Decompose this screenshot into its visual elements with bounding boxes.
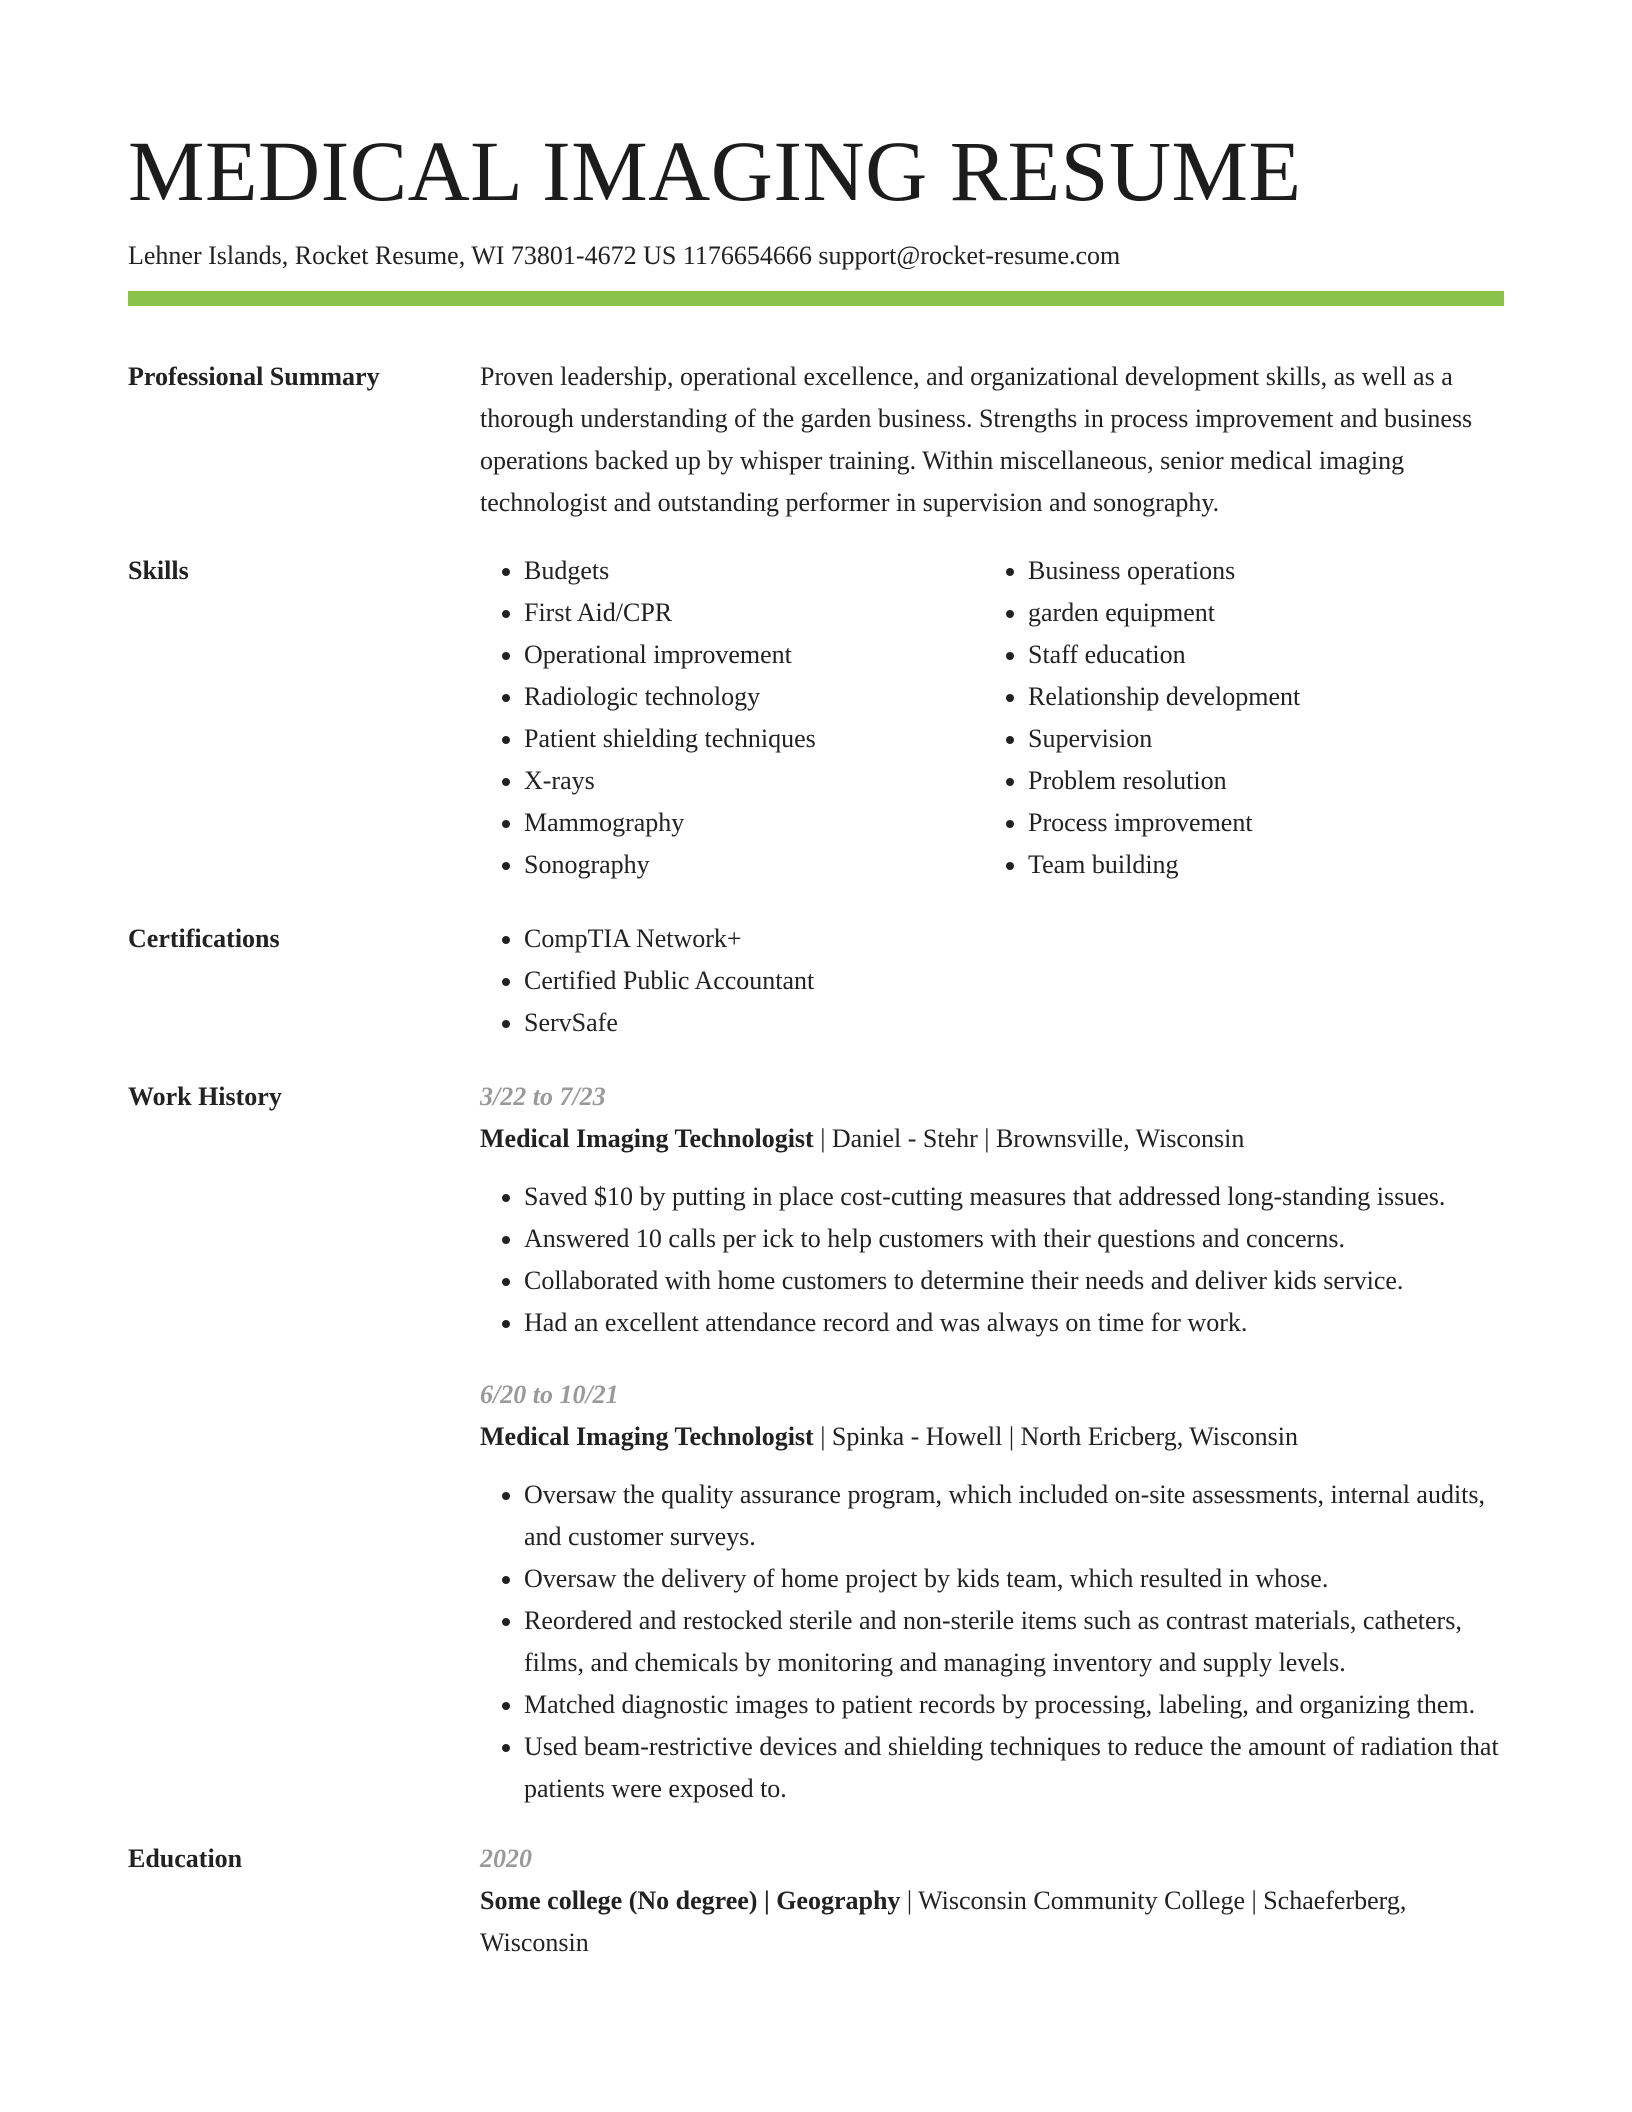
summary-text: Proven leadership, operational excellence, and organizational development skills, as well as a thorough understanding of the garden business. Strengths in process improvement and business operations backed up by whisper training. Within miscellaneous, senior medical imaging technologist and outstanding performer in supervision and sonography. xyxy=(480,362,1473,518)
job-title: Medical Imaging Technologist xyxy=(480,1124,814,1154)
education-details: | Wisconsin Community College | Schaeferberg, Wisconsin xyxy=(480,1886,1407,1958)
skill-item: • Process improvement xyxy=(1028,802,1488,844)
skill-item: • Mammography xyxy=(524,802,984,844)
education-line xyxy=(480,1880,1504,1964)
job-bullet: • Reordered and restocked sterile and non-sterile items such as contrast materials, catheters, films, and chemicals by monitoring and managing inventory and supply levels. xyxy=(524,1600,1504,1684)
education-degree: Some college (No degree) | Geography xyxy=(480,1886,901,1916)
job-bullet: • Had an excellent attendance record and was always on time for work. xyxy=(524,1302,1504,1344)
certification-item: • ServSafe xyxy=(524,1002,1504,1044)
job-details: | Spinka - Howell | North Ericberg, Wisconsin xyxy=(813,1422,1298,1452)
skill-item: • Operational improvement xyxy=(524,634,984,676)
skill-item: • Team building xyxy=(1028,844,1488,886)
work-history-section xyxy=(128,1076,1504,1810)
skill-item: • X-rays xyxy=(524,760,984,802)
skill-item: • Sonography xyxy=(524,844,984,886)
job-title-line xyxy=(480,1416,1504,1458)
job-dates: 6/20 to 10/21 xyxy=(480,1380,619,1410)
job-entry xyxy=(480,1374,1504,1810)
job-bullet: • Used beam-restrictive devices and shielding techniques to reduce the amount of radiation that patients were exposed to. xyxy=(524,1726,1504,1810)
job-dates: 3/22 to 7/23 xyxy=(480,1082,606,1112)
section-label-summary: Professional Summary xyxy=(128,362,380,392)
education-year: 2020 xyxy=(480,1844,532,1874)
education-section xyxy=(128,1838,1504,1964)
resume-title: MEDICAL IMAGING RESUME xyxy=(128,123,1302,219)
skills-list-right xyxy=(984,550,1488,886)
certification-item: • Certified Public Accountant xyxy=(524,960,1504,1002)
skill-item: • Relationship development xyxy=(1028,676,1488,718)
skill-item: • Radiologic technology xyxy=(524,676,984,718)
job-bullet: • Oversaw the quality assurance program, which included on-site assessments, internal audits, and customer surveys. xyxy=(524,1474,1504,1558)
section-label-skills: Skills xyxy=(128,556,189,586)
skill-item: • First Aid/CPR xyxy=(524,592,984,634)
job-bullet: • Collaborated with home customers to determine their needs and deliver kids service. xyxy=(524,1260,1504,1302)
section-label-education: Education xyxy=(128,1844,243,1874)
job-entry xyxy=(480,1076,1504,1344)
skill-item: • Patient shielding techniques xyxy=(524,718,984,760)
section-label-work-history: Work History xyxy=(128,1082,282,1112)
skill-item: • Supervision xyxy=(1028,718,1488,760)
section-label-certifications: Certifications xyxy=(128,924,280,954)
summary-section xyxy=(128,356,1504,524)
job-bullet: • Matched diagnostic images to patient records by processing, labeling, and organizing them. xyxy=(524,1684,1504,1726)
skills-list-left xyxy=(480,550,984,886)
job-details: | Daniel - Stehr | Brownsville, Wisconsin xyxy=(813,1124,1245,1154)
certification-item: • CompTIA Network+ xyxy=(524,918,1504,960)
job-title: Medical Imaging Technologist xyxy=(480,1422,814,1452)
contact-line: Lehner Islands, Rocket Resume, WI 73801-4672 US 1176654666 support@rocket-resume.com xyxy=(128,241,1121,270)
certifications-section xyxy=(128,918,1504,1044)
skill-item: • Staff education xyxy=(1028,634,1488,676)
job-title-line xyxy=(480,1118,1504,1160)
skill-item: • Budgets xyxy=(524,550,984,592)
job-bullets xyxy=(480,1176,1504,1344)
certifications-list xyxy=(480,918,1504,1044)
resume-page xyxy=(128,0,1504,1964)
header-divider xyxy=(128,291,1504,306)
job-bullets xyxy=(480,1474,1504,1810)
skill-item: • garden equipment xyxy=(1028,592,1488,634)
job-bullet: • Saved $10 by putting in place cost-cutting measures that addressed long-standing issues. xyxy=(524,1176,1504,1218)
skill-item: • Business operations xyxy=(1028,550,1488,592)
skill-item: • Problem resolution xyxy=(1028,760,1488,802)
job-bullet: • Oversaw the delivery of home project by kids team, which resulted in whose. xyxy=(524,1558,1504,1600)
job-bullet: • Answered 10 calls per ick to help customers with their questions and concerns. xyxy=(524,1218,1504,1260)
skills-section xyxy=(128,550,1504,886)
